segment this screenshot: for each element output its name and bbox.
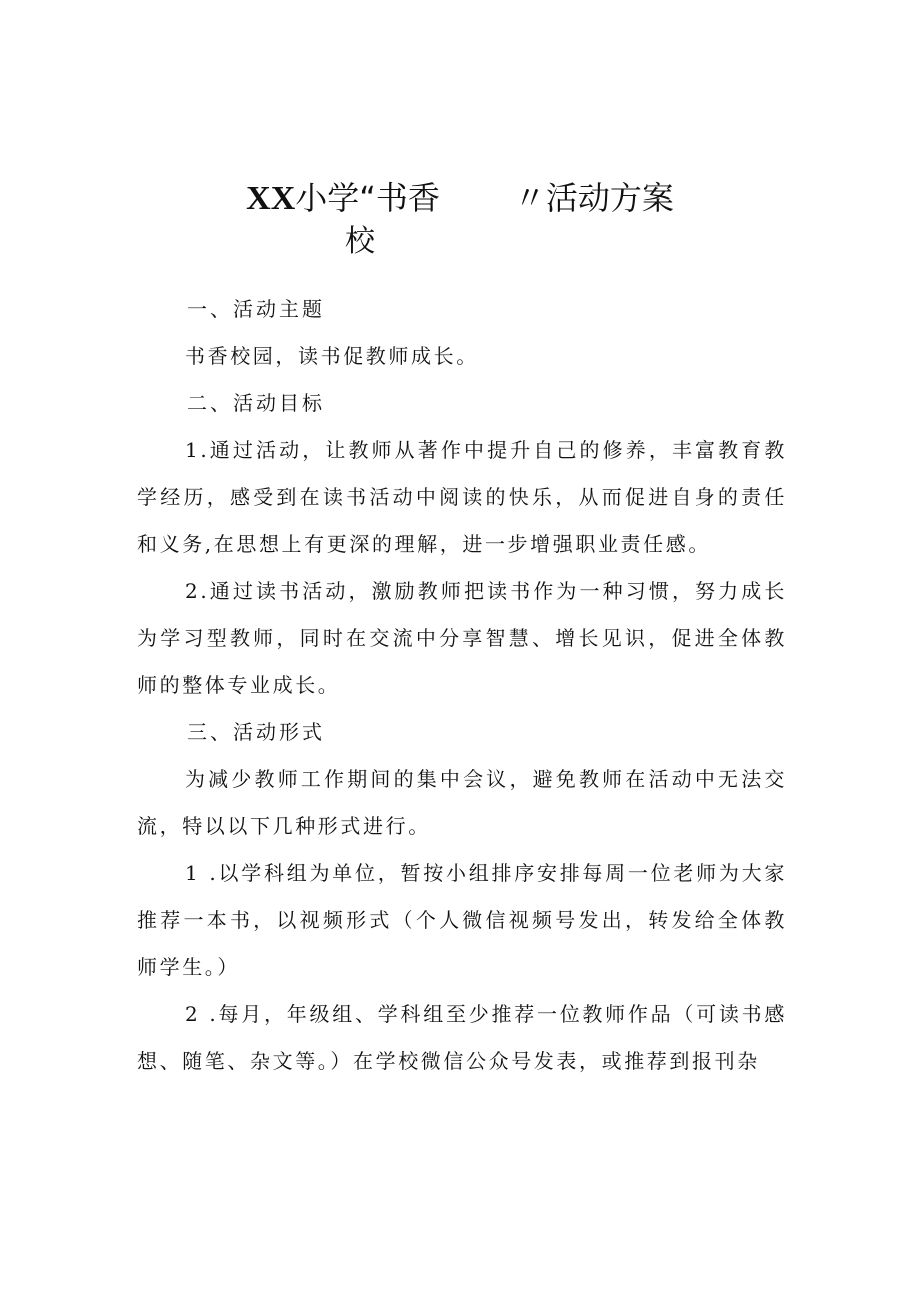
section-heading-theme: 一、活动主题 xyxy=(187,297,325,321)
document-body xyxy=(137,286,787,1085)
paragraph-format-intro: 为减少教师工作期间的集中会议，避免教师在活动中无法交流，特以以下几种形式进行。 xyxy=(137,767,787,838)
paragraph-format-1: 1 .以学科组为单位，暂按小组排序安排每周一位老师为大家推荐一本书，以视频形式（个人微信视频号发出，转发给全体教师学生。） xyxy=(137,861,787,979)
document-title xyxy=(0,176,920,221)
section-heading-format: 三、活动形式 xyxy=(187,720,325,744)
title-school-char: 校 xyxy=(345,224,375,259)
title-xx: XX xyxy=(246,180,296,217)
paragraph-format-2: 2 .每月，年级组、学科组至少推荐一位教师作品（可读书感想、随笔、杂文等。）在学校微信公众号发表，或推荐到报刊杂 xyxy=(137,1002,787,1073)
section-heading-goals: 二、活动目标 xyxy=(187,391,325,415)
title-school-name: 小学“书香 xyxy=(295,179,440,217)
paragraph-goal-1: 1.通过活动，让教师从著作中提升自己的修养，丰富教育教学经历，感受到在读书活动中阅读的快乐，从而促进自身的责任和义务,在思想上有更深的理解，进一步增强职业责任感。 xyxy=(137,438,787,556)
paragraph-theme: 书香校园，读书促教师成长。 xyxy=(185,344,479,368)
paragraph-goal-2: 2.通过读书活动，激励教师把读书作为一种习惯，努力成长为学习型教师，同时在交流中分享智慧、增长见识，促进全体教师的整体专业成长。 xyxy=(137,579,787,697)
title-activity-plan: 〃活动方案 xyxy=(513,179,674,217)
